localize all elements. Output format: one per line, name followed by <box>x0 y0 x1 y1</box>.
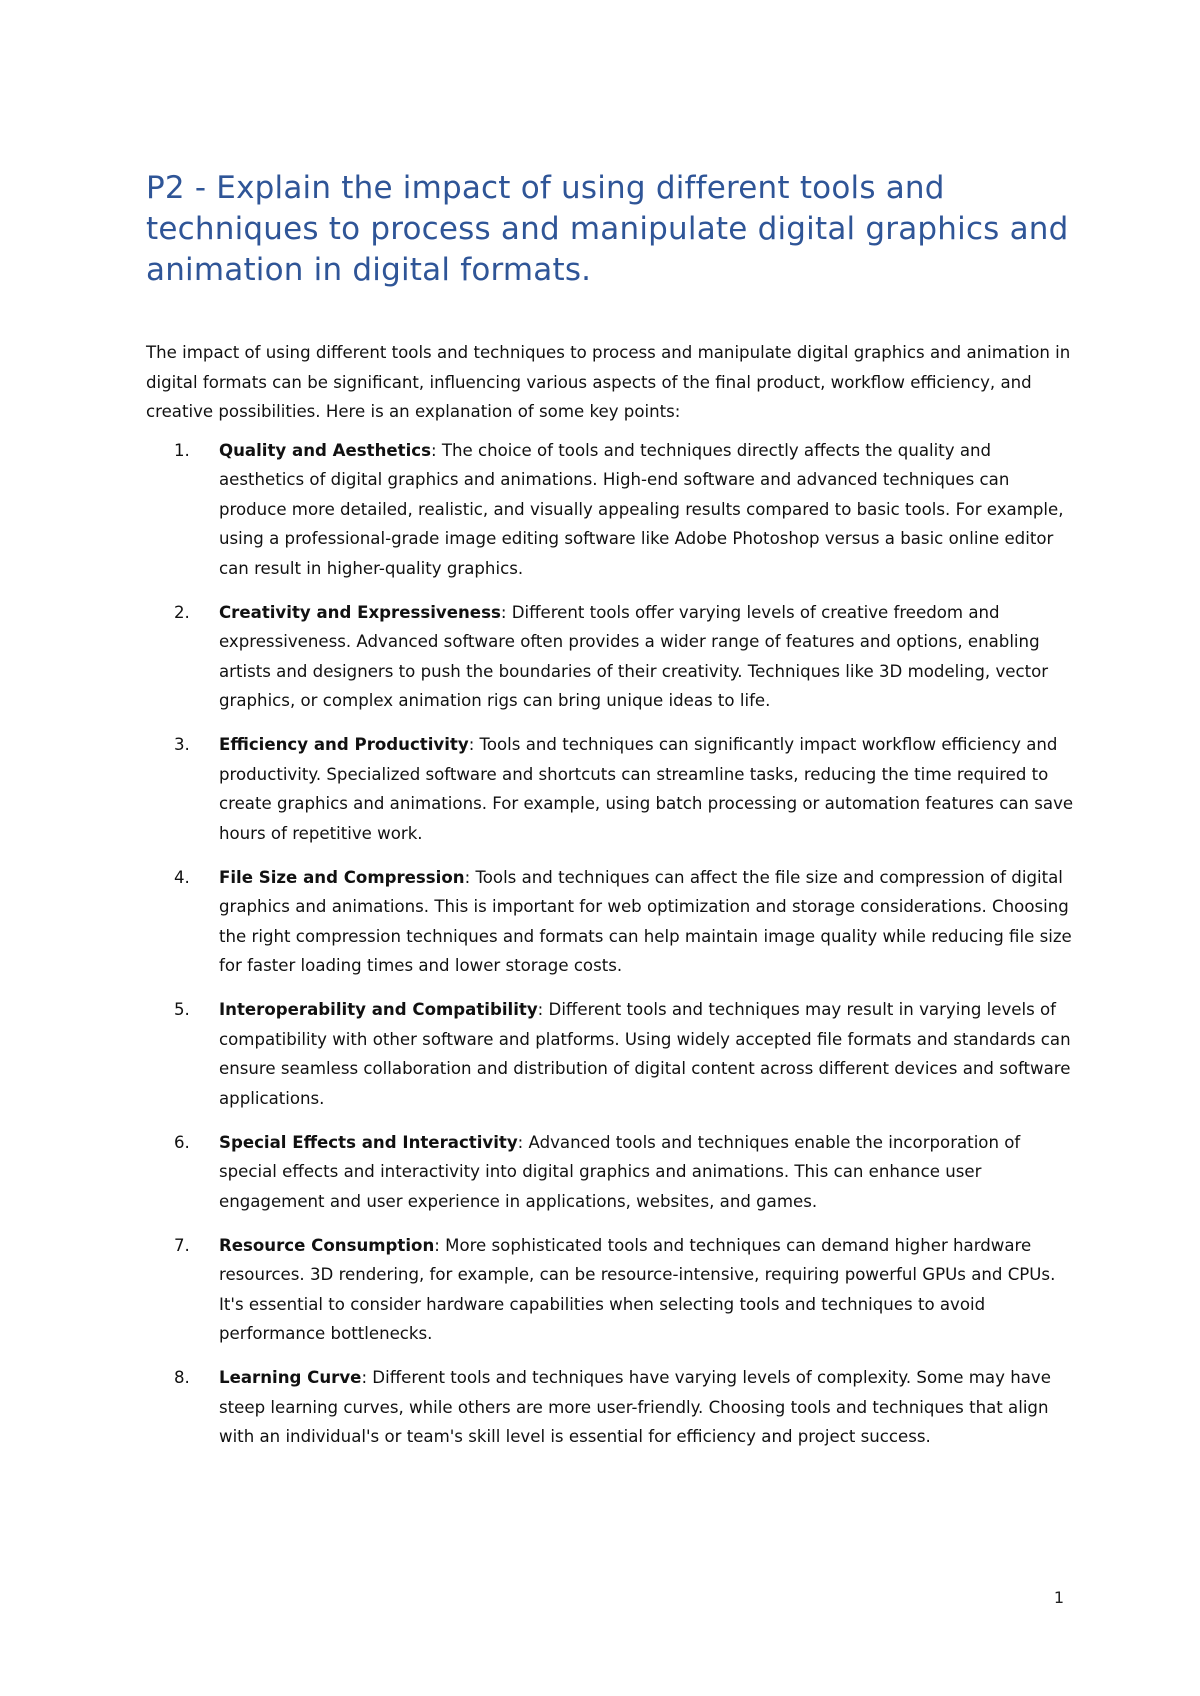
list-item <box>146 730 1076 848</box>
list-item <box>146 995 1076 1113</box>
list-item <box>146 436 1076 584</box>
list-item-term: Learning Curve <box>219 1368 362 1387</box>
list-item-term: Interoperability and Compatibility <box>219 1000 538 1019</box>
list-item-description: : Different tools offer varying levels of creative freedom and expressiveness. Advanced software often provides a wider range of features and options, enabling artists and designers to push the boundaries of their creativity. Techniques like 3D modeling, vector graphics, or complex animation rigs can bring unique ideas to life. <box>219 602 1049 710</box>
document-title: P2 - Explain the impact of using different tools and techniques to process and manipulate digital graphics and animation in digital formats. <box>146 170 1069 288</box>
list-item-number: 2. <box>174 602 190 622</box>
list-item-description: : Different tools and techniques may result in varying levels of compatibility with other software and platforms. Using widely accepted file formats and standards can ensure seamless collaboration and distribution of digital content across different devices and software applications. <box>219 1000 1071 1108</box>
key-points-list <box>146 436 1076 1452</box>
list-item-description: : Tools and techniques can affect the file size and compression of digital graphics and animations. This is important for web optimization and storage considerations. Choosing the right compression techniques and formats can help maintain image quality while reducing file size for faster loading times and lower storage costs. <box>219 867 1072 975</box>
list-item <box>146 863 1076 981</box>
list-item-term: File Size and Compression <box>219 867 465 887</box>
list-item-number: 8. <box>174 1368 190 1387</box>
list-item-number: 1. <box>174 440 190 460</box>
list-item-number: 7. <box>174 1235 190 1255</box>
list-item-text <box>219 1363 1076 1452</box>
list-item <box>146 1363 1076 1452</box>
list-item-number: 4. <box>174 867 190 887</box>
intro-paragraph: The impact of using different tools and techniques to process and manipulate digital graphics and animation in digital formats can be significant, influencing various aspects of the final product, workflow efficiency, and creative possibilities. Here is an explanation of some key points: <box>146 343 1071 421</box>
list-item-text <box>219 863 1076 981</box>
list-item-description: : Tools and techniques can significantly impact workflow efficiency and productivity. Specialized software and shortcuts can streamline tasks, reducing the time required to create graphics and animations. For example, using batch processing or automation features can save hours of repetitive work. <box>219 735 1074 843</box>
list-item-description: : The choice of tools and techniques directly affects the quality and aesthetics of digital graphics and animations. High-end software and advanced techniques can produce more detailed, realistic, and visually appealing results compared to basic tools. For example, using a professional-grade image editing software like Adobe Photoshop versus a basic online editor can result in higher-quality graphics. <box>219 440 1064 578</box>
list-item-description: : More sophisticated tools and techniques can demand higher hardware resources. 3D rendering, for example, can be resource-intensive, requiring powerful GPUs and CPUs. It's essential to consider hardware capabilities when selecting tools and techniques to avoid performance bottlenecks. <box>219 1235 1056 1343</box>
list-item-term: Quality and Aesthetics <box>219 440 431 460</box>
list-item-number: 5. <box>174 1000 190 1019</box>
list-item-number: 3. <box>174 735 190 754</box>
document-body <box>146 338 1076 1466</box>
list-item-description: : Advanced tools and techniques enable the incorporation of special effects and interactivity into digital graphics and animations. This can enhance user engagement and user experience in applications, websites, and games. <box>219 1132 1021 1211</box>
list-item <box>146 1231 1076 1349</box>
list-item-term: Creativity and Expressiveness <box>219 602 501 622</box>
list-item <box>146 1128 1076 1217</box>
list-item-text <box>219 730 1076 848</box>
list-item-text <box>219 995 1076 1113</box>
list-item-text <box>219 1231 1076 1349</box>
list-item-number: 6. <box>174 1132 190 1152</box>
list-item-term: Efficiency and Productivity <box>219 735 469 754</box>
list-item-text <box>219 598 1076 716</box>
list-item-term: Special Effects and Interactivity <box>219 1132 518 1152</box>
list-item-text <box>219 436 1076 584</box>
list-item-description: : Different tools and techniques have varying levels of complexity. Some may have steep learning curves, while others are more user-friendly. Choosing tools and techniques that align with an individual's or team's skill level is essential for efficiency and project success. <box>219 1368 1051 1446</box>
page-number: 1 <box>1053 1588 1064 1607</box>
list-item-term: Resource Consumption <box>219 1235 435 1255</box>
list-item <box>146 598 1076 716</box>
list-item-text <box>219 1128 1076 1217</box>
